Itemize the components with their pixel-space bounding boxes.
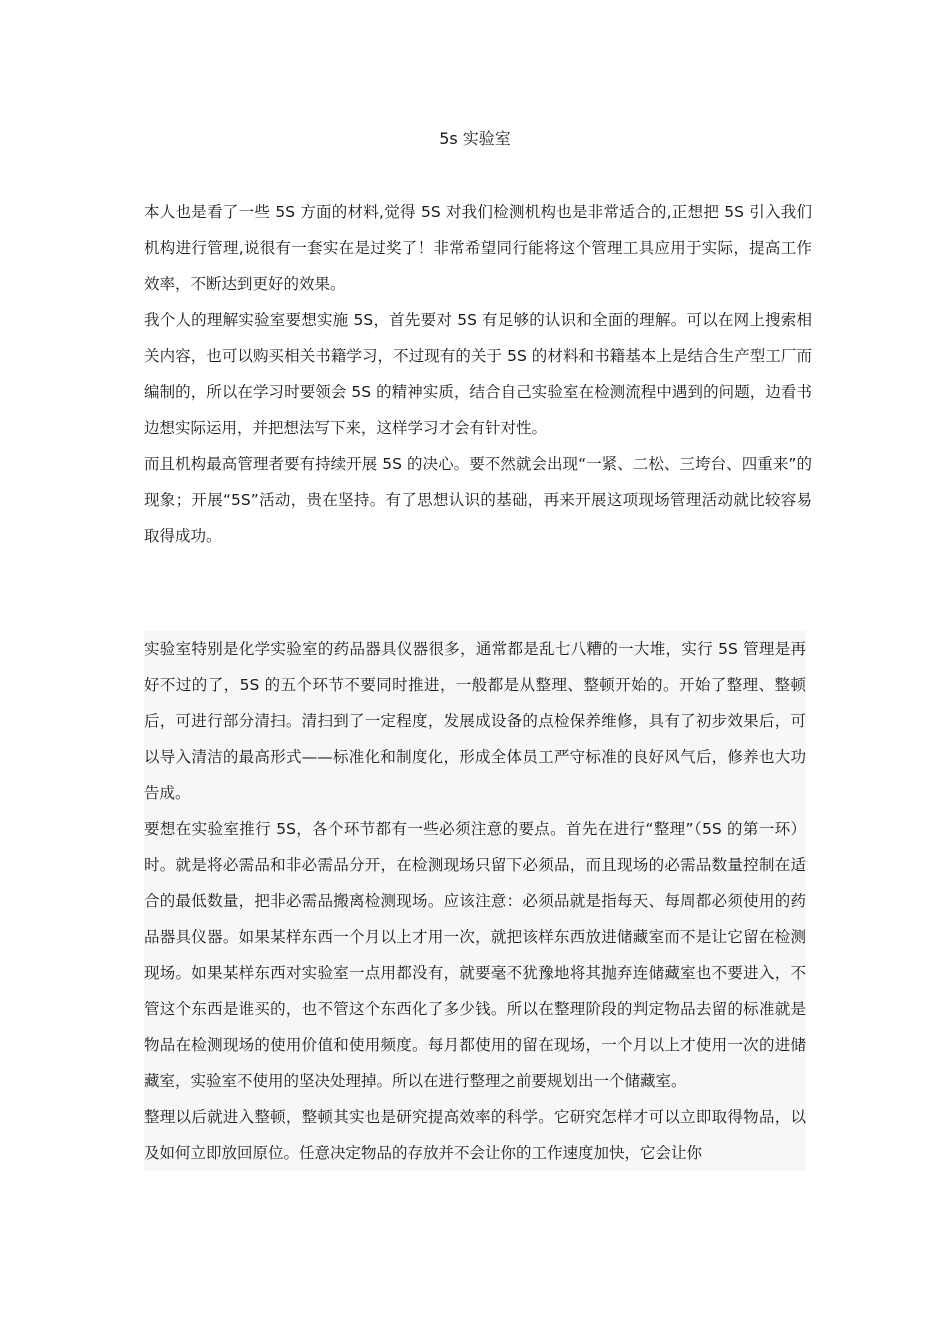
- lab-5s-section: [144, 631, 806, 1171]
- paragraph: 而且机构最高管理者要有持续开展 5S 的决心。要不然就会出现“一紧、二松、三垮台、四重来”的现象；开展“5S”活动，贵在坚持。有了思想认识的基础，再来开展这项现场管理活动就比较容易取得成功。: [144, 455, 812, 545]
- paragraph: 本人也是看了一些 5S 方面的材料,觉得 5S 对我们检测机构也是非常适合的,正想把 5S 引入我们机构进行管理,说很有一套实在是过奖了！非常希望同行能将这个管理工具应用于实际，提高工作效率，不断达到更好的效果。: [144, 203, 812, 293]
- paragraph: 我个人的理解实验室要想实施 5S，首先要对 5S 有足够的认识和全面的理解。可以在网上搜索相关内容，也可以购买相关书籍学习，不过现有的关于 5S 的材料和书籍基本上是结合生产型工厂而编制的，所以在学习时要领会 5S 的精神实质，结合自己实验室在检测流程中遇到的问题，边看书边想实际运用，并把想法写下来，这样学习才会有针对性。: [144, 311, 812, 437]
- intro-section: [144, 194, 812, 554]
- document-title: 5s 实验室: [439, 129, 511, 148]
- paragraph: 实验室特别是化学实验室的药品器具仪器很多，通常都是乱七八糟的一大堆，实行 5S 管理是再好不过的了，5S 的五个环节不要同时推进，一般都是从整理、整顿开始的。开始了整理、整顿后，可进行部分清扫。清扫到了一定程度，发展成设备的点检保养维修，具有了初步效果后，可以导入清洁的最高形式——标准化和制度化，形成全体员工严守标准的良好风气后，修养也大功告成。: [144, 640, 806, 802]
- paragraph: 整理以后就进入整顿，整顿其实也是研究提高效率的科学。它研究怎样才可以立即取得物品，以及如何立即放回原位。任意决定物品的存放并不会让你的工作速度加快，它会让你: [144, 1108, 806, 1162]
- paragraph: 要想在实验室推行 5S，各个环节都有一些必须注意的要点。首先在进行“整理”（5S 的第一环）时。就是将必需品和非必需品分开，在检测现场只留下必须品，而且现场的必需品数量控制在适合的最低数量，把非必需品搬离检测现场。应该注意：必须品就是指每天、每周都必须使用的药品器具仪器。如果某样东西一个月以上才用一次，就把该样东西放进储藏室而不是让它留在检测现场。如果某样东西对实验室一点用都没有，就要毫不犹豫地将其抛弃连储藏室也不要进入，不管这个东西是谁买的，也不管这个东西化了多少钱。所以在整理阶段的判定物品去留的标准就是物品在检测现场的使用价值和使用频度。每月都使用的留在现场，一个月以上才使用一次的进储藏室，实验室不使用的坚决处理掉。所以在进行整理之前要规划出一个储藏室。: [144, 820, 806, 1090]
